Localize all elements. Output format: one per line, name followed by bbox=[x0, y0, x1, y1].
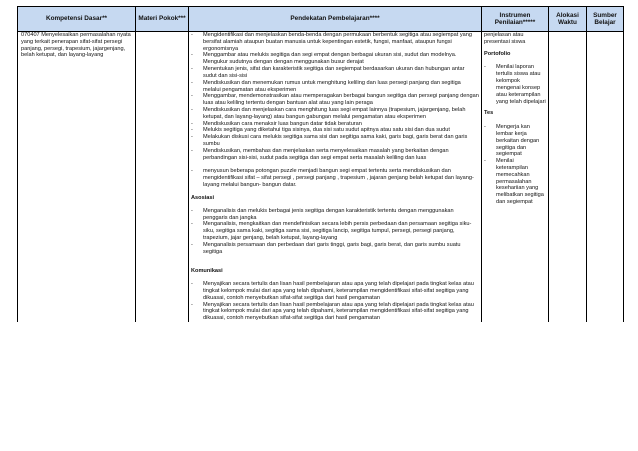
activity-list-puzzle bbox=[191, 168, 479, 188]
list-item: - Menganalisis persamaan dan perbedaan dari garis tinggi, garis bagi, garis berat, dan garis sumbu suatu segitiga bbox=[191, 242, 479, 256]
tes-item-1: - Mengerja kan lembar kerja berkaitan dengan segitiga dan segiempat bbox=[484, 124, 546, 158]
materi-pokok-cell bbox=[136, 32, 189, 323]
lesson-plan-table bbox=[17, 6, 624, 322]
header-instrumen-penilaian: Instrumen Penilaian***** bbox=[482, 7, 549, 32]
list-item: - Mengidentifikasi dan menjelaskan benda-benda dengan permukaan berbentuk segitiga atau segiempat yang bersifat alamiah ataupun buatan manusia untuk kepentingan estetik, fungsi, manfaat, ataupun fungsi ergonomisnya bbox=[191, 32, 479, 52]
header-materi-pokok: Materi Pokok*** bbox=[136, 7, 189, 32]
asosiasi-heading: Asosiasi bbox=[191, 194, 215, 201]
header-alokasi-waktu: Alokasi Waktu bbox=[549, 7, 587, 32]
list-item: - Menyajikan secara tertulis dan lisan hasil pembelajaran atau apa yang telah dipelajari pada tingkat kelas atau tingkat kelompok mulai dari apa yang telah dipahami, keterampilan mengidentifikasi sifat-sifat segitiga yang dikuasai, contoh menyebutkan sifat-sifat segitiga dari hasil pengamatan bbox=[191, 302, 479, 322]
komunikasi-heading: Komunikasi bbox=[191, 268, 223, 275]
portfolio-text: Menilai laporan tertulis siswa atau kelompok mengenai konsep atau keterampilan yang telah dipelajari bbox=[496, 64, 546, 105]
list-item: - Menentukan jenis, sifat dan karakteristik segitiga dan segiempat berdasarkan ukuran dan hubungan antar sudut dan sisi-sisi bbox=[191, 66, 479, 80]
portfolio-item: - Menilai laporan tertulis siswa atau kelompok mengenai konsep atau keterampilan yang telah dipelajari bbox=[484, 64, 546, 105]
sumber-belajar-cell bbox=[587, 32, 624, 323]
kompetensi-dasar-cell bbox=[18, 32, 136, 323]
list-item: - Mendiskusikan, membahas dan menjelaskan serta menyelesaikan masalah yang berkaitan dengan perbandingan sisi-sisi, sudut pada segitiga dan segi empat serta masalah keliling dan luas bbox=[191, 148, 479, 162]
content-row bbox=[18, 32, 624, 323]
list-item: - Melukis segitiga yang diketahui tiga sisinya, dua sisi satu sudut apitnya atau satu sisi dan dua sudut bbox=[191, 127, 479, 134]
list-item: - Mendiskusikan cara menaksir luas bangun datar tidak beraturan bbox=[191, 121, 479, 128]
tes-text-2: Menilai keterampilan memecahkan permasalahan kesehariian yang melibatkan segitiga dan segiempat bbox=[496, 158, 544, 206]
alokasi-waktu-cell bbox=[549, 32, 587, 323]
list-item: - Menggambar atau melukis segitiga dan segi empat dengan berbagai ukuran sisi, sudut dan modelnya. Mengukur sudutnya dengan dengan menggunakan busur derajat bbox=[191, 52, 479, 66]
header-sumber-belajar: Sumber Belajar bbox=[587, 7, 624, 32]
tes-text-1: Mengerja kan lembar kerja berkaitan dengan segitiga dan segiempat bbox=[496, 124, 540, 158]
header-kompetensi-dasar: Kompetensi Dasar** bbox=[18, 7, 136, 32]
list-item: - Melakukan diskusi cara melukis segitiga sama sisi dan segitiga sama kaki, garis bagi, garis berat dan garis sumbu bbox=[191, 134, 479, 148]
list-item: - Menyajikan secara tertulis dan lisan hasil pembelajaran atau apa yang telah dipelajari pada tingkat kelas atau tingkat kelompok mulai dari apa yang telah dipahami, keterampilan mengidentifikasi sifat-sifat segitiga yang dikuasai, contoh menyebutkan sifat-sifat segitiga dari hasil pengamatan bbox=[191, 281, 479, 301]
tes-item-2: - Menilai keterampilan memecahkan permasalahan kesehariian yang melibatkan segitiga dan segiempat bbox=[484, 158, 546, 206]
list-item: - menyusun beberapa potongan puzzle menjadi bangun segi empat tertentu serta mendiskusikan dan mengidentifikasi sifat – sifat persegi , persegi panjang , trapesium , jajaran genjang belah ketupat dan layang-layang melalui bangun- bangun datar. bbox=[191, 168, 479, 188]
tes-heading: Tes bbox=[484, 110, 494, 117]
assessment-intro: penjelasan atau presentasi siswa bbox=[484, 32, 526, 45]
activity-list-observe bbox=[191, 32, 479, 161]
kd-text: 070407 Menyelesaikan permasalahan nyata yang terkait penerapan sifat-sifat persegi panjang, persegi, trapesium, jajargenjang, belah ketupat, dan layang-layang bbox=[21, 32, 131, 59]
asosiasi-list bbox=[191, 208, 479, 256]
header-pendekatan-pembelajaran: Pendekatan Pembelajaran**** bbox=[189, 7, 482, 32]
list-item: - Mendiskusikan dan menemukan rumus untuk menghitung keliling dan luas persegi panjang dan segitiga melalui pengamatan atau eksperimen bbox=[191, 80, 479, 94]
list-item: - Mendiskusikan dan menjelaskan cara menghitung luas segi empat lainnya (trapesium, jajargenjang, belah ketupat, dan layang-layang) atau bangun gabungan melalui pengamatan atau eksperimen bbox=[191, 107, 479, 121]
header-row bbox=[18, 7, 624, 32]
instrumen-penilaian-cell bbox=[482, 32, 549, 323]
list-item: - Menganalisis dan melukis berbagai jenis segitiga dengan karakteristik tertentu dengan menggunakan penggaris dan jangka bbox=[191, 208, 479, 222]
portfolio-heading: Portofolio bbox=[484, 50, 511, 57]
komunikasi-list bbox=[191, 281, 479, 322]
list-item: - Menganalisis, mengkaitkan dan mendefinisikan secara lebih persis perbedaan dan persamaan segitiga siku-siku, segitiga sama kaki, segitiga sama sisi, segitiga lancip, segitiga tumpul, persegi, persegi panjang, trapezium, jajar genjang, belah ketupat, layang-layang bbox=[191, 221, 479, 241]
list-item: - Menggambar, mendemonstrasikan atau memperagakan berbagai bangun segitiga dan persegi panjang dengan luas atau keliling tertentu dengan bantuan alat atau yang lain peraga bbox=[191, 93, 479, 107]
pendekatan-cell bbox=[189, 32, 482, 323]
